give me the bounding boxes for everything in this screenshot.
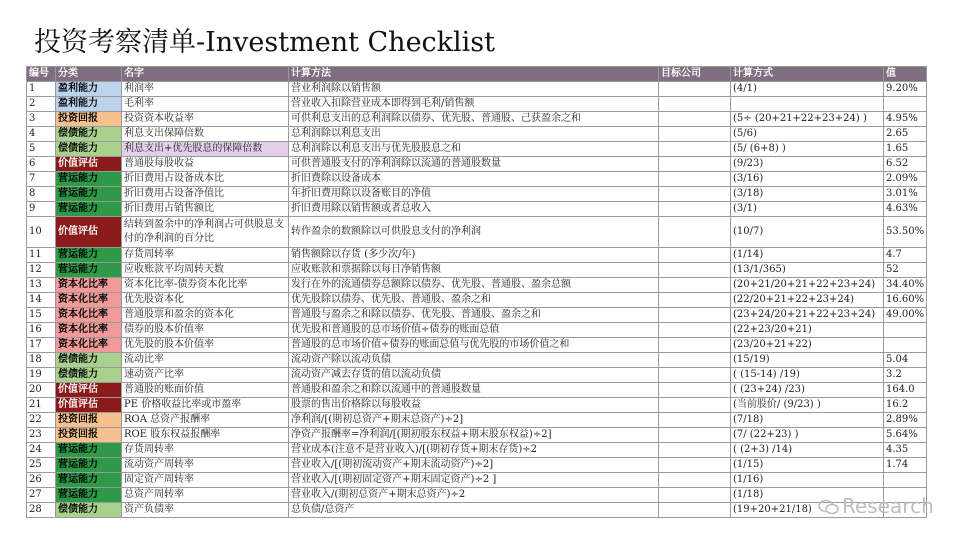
header-method: 计算方法	[289, 67, 659, 82]
cell-method: 普通股与盈余之和除以债券、优先股、普通股、盈余之和	[289, 308, 659, 323]
cell-no: 6	[27, 157, 56, 172]
table-row	[27, 398, 927, 413]
cell-method: 优先股除以债券、优先股、普通股、盈余之和	[289, 293, 659, 308]
cell-method: 营业利润除以销售额	[289, 82, 659, 97]
cell-category: 资本化比率	[56, 323, 122, 338]
cell-name: 流动资产周转率	[122, 458, 289, 473]
cell-method: 年折旧费用除以设备账目的净值	[289, 187, 659, 202]
cell-method: 营业收入/[(期初流动资产+期末流动资产)÷2]	[289, 458, 659, 473]
cell-company	[659, 353, 731, 368]
table-row	[27, 172, 927, 187]
cell-value	[884, 338, 927, 353]
table-row	[27, 157, 927, 172]
cell-category: 营运能力	[56, 187, 122, 202]
checklist-table	[26, 66, 927, 518]
cell-category: 营运能力	[56, 458, 122, 473]
cell-name: 优先股的股本价值率	[122, 338, 289, 353]
cell-company	[659, 157, 731, 172]
cell-value: 3.01%	[884, 187, 927, 202]
table-row	[27, 428, 927, 443]
cell-no: 16	[27, 323, 56, 338]
cell-value: 49.00%	[884, 308, 927, 323]
cell-formula	[731, 97, 884, 112]
header-formula: 计算方式	[731, 67, 884, 82]
cell-formula: (10/7)	[731, 217, 884, 248]
table-row	[27, 248, 927, 263]
cell-name: 资本化比率-债券资本化比率	[122, 278, 289, 293]
cell-company	[659, 97, 731, 112]
cell-formula: ( (15-14) /19)	[731, 368, 884, 383]
cell-formula: (1/16)	[731, 473, 884, 488]
header-name: 名字	[122, 67, 289, 82]
cell-value: 4.63%	[884, 202, 927, 217]
cell-value: 4.35	[884, 443, 927, 458]
cell-category: 偿债能力	[56, 127, 122, 142]
table-row	[27, 217, 927, 248]
table-row	[27, 82, 927, 97]
table-row	[27, 503, 927, 518]
table-row	[27, 278, 927, 293]
cell-method: 营业收入扣除营业成本即得到毛利/销售额	[289, 97, 659, 112]
cell-category: 资本化比率	[56, 293, 122, 308]
cell-name: 资产负债率	[122, 503, 289, 518]
cell-category: 盈利能力	[56, 82, 122, 97]
cell-no: 21	[27, 398, 56, 413]
cell-value: 3.2	[884, 368, 927, 383]
cell-method: 应收账款和票据除以每日净销售额	[289, 263, 659, 278]
cell-name: 折旧费用占销售额比	[122, 202, 289, 217]
cell-method: 可供普通股支付的净利润除以流通的普通股数量	[289, 157, 659, 172]
table-row	[27, 458, 927, 473]
table-row	[27, 97, 927, 112]
cell-company	[659, 278, 731, 293]
cell-method: 转作盈余的数额除以可供股息支付的净利润	[289, 217, 659, 248]
table-row	[27, 368, 927, 383]
cell-no: 5	[27, 142, 56, 157]
cell-formula: ( (2+3) /14)	[731, 443, 884, 458]
cell-method: 折旧费用除以销售额或者总收入	[289, 202, 659, 217]
cell-company	[659, 82, 731, 97]
cell-company	[659, 293, 731, 308]
cell-formula: (3/1)	[731, 202, 884, 217]
cell-name: PE 价格收益比率或市盈率	[122, 398, 289, 413]
cell-formula: (19+20+21/18)	[731, 503, 884, 518]
cell-company	[659, 263, 731, 278]
cell-category: 营运能力	[56, 488, 122, 503]
cell-formula: (15/19)	[731, 353, 884, 368]
cell-method: 发行在外的流通债券总额除以债券、优先股、普通股、盈余总额	[289, 278, 659, 293]
cell-no: 23	[27, 428, 56, 443]
cell-value: 16.2	[884, 398, 927, 413]
cell-value: 53.50%	[884, 217, 927, 248]
cell-formula: (3/16)	[731, 172, 884, 187]
table-row	[27, 338, 927, 353]
cell-formula: (23/20+21+22)	[731, 338, 884, 353]
cell-value: 34.40%	[884, 278, 927, 293]
cell-category: 价值评估	[56, 383, 122, 398]
cell-name: 普通股每股收益	[122, 157, 289, 172]
cell-category: 营运能力	[56, 473, 122, 488]
cell-method: 营业成本(注意不是营业收入)/[(期初存货+期末存货)÷2	[289, 443, 659, 458]
cell-category: 盈利能力	[56, 97, 122, 112]
cell-no: 22	[27, 413, 56, 428]
cell-category: 价值评估	[56, 398, 122, 413]
cell-company	[659, 458, 731, 473]
cell-value: 9.20%	[884, 82, 927, 97]
cell-category: 偿债能力	[56, 353, 122, 368]
cell-value: 2.65	[884, 127, 927, 142]
table-row	[27, 187, 927, 202]
cell-no: 15	[27, 308, 56, 323]
cell-company	[659, 202, 731, 217]
cell-category: 价值评估	[56, 217, 122, 248]
cell-value: 4.95%	[884, 112, 927, 127]
cell-no: 24	[27, 443, 56, 458]
cell-no: 28	[27, 503, 56, 518]
cell-method: 股票的售出价格除以每股收益	[289, 398, 659, 413]
cell-no: 13	[27, 278, 56, 293]
cell-method: 优先股和普通股的总市场价值÷债券的账面总值	[289, 323, 659, 338]
page-title: 投资考察清单-Investment Checklist	[34, 27, 496, 58]
cell-category: 营运能力	[56, 202, 122, 217]
cell-value: 5.64%	[884, 428, 927, 443]
cell-value: 4.7	[884, 248, 927, 263]
cell-no: 20	[27, 383, 56, 398]
cell-name: 固定资产周转率	[122, 473, 289, 488]
table-row	[27, 293, 927, 308]
cell-no: 17	[27, 338, 56, 353]
cell-method: 总负债/总资产	[289, 503, 659, 518]
table-row	[27, 263, 927, 278]
cell-name: 结转到盈余中的净利润占可供股息支付的净利润的百分比	[122, 217, 289, 248]
cell-company	[659, 323, 731, 338]
cell-company	[659, 473, 731, 488]
cell-method: 净资产报酬率=净利润/[(期初股东权益+期末股东权益)÷2]	[289, 428, 659, 443]
cell-value: 1.74	[884, 458, 927, 473]
cell-method: 销售额除以存货 (多少次/年)	[289, 248, 659, 263]
header-company: 目标公司	[659, 67, 731, 82]
cell-formula: (23+24/20+21+22+23+24)	[731, 308, 884, 323]
cell-name: 速动资产比率	[122, 368, 289, 383]
cell-category: 营运能力	[56, 263, 122, 278]
cell-no: 25	[27, 458, 56, 473]
cell-method: 净利润/[(期初总资产+期末总资产)÷2]	[289, 413, 659, 428]
table-row	[27, 473, 927, 488]
cell-method: 普通股和盈余之和除以流通中的普通股数量	[289, 383, 659, 398]
watermark	[818, 494, 934, 518]
cell-method: 总利润除以利息支出	[289, 127, 659, 142]
cell-name: 总资产周转率	[122, 488, 289, 503]
wechat-icon	[818, 498, 840, 516]
cell-category: 营运能力	[56, 443, 122, 458]
cell-category: 偿债能力	[56, 368, 122, 383]
cell-value: 2.89%	[884, 413, 927, 428]
cell-method: 普通股的总市场价值÷债券的账面总值与优先股的市场价值之和	[289, 338, 659, 353]
cell-formula: (4/1)	[731, 82, 884, 97]
cell-value: 52	[884, 263, 927, 278]
cell-formula: (13/1/365)	[731, 263, 884, 278]
cell-value: 2.09%	[884, 172, 927, 187]
table-row	[27, 127, 927, 142]
cell-no: 7	[27, 172, 56, 187]
table-row	[27, 142, 927, 157]
cell-company	[659, 368, 731, 383]
cell-category: 资本化比率	[56, 338, 122, 353]
cell-name: 流动比率	[122, 353, 289, 368]
cell-no: 14	[27, 293, 56, 308]
cell-company	[659, 217, 731, 248]
cell-formula: (1/15)	[731, 458, 884, 473]
cell-no: 9	[27, 202, 56, 217]
cell-category: 资本化比率	[56, 278, 122, 293]
cell-value: 16.60%	[884, 293, 927, 308]
cell-value	[884, 97, 927, 112]
cell-no: 27	[27, 488, 56, 503]
cell-formula: (9/23)	[731, 157, 884, 172]
cell-no: 4	[27, 127, 56, 142]
cell-no: 8	[27, 187, 56, 202]
header-row	[27, 67, 927, 82]
cell-formula: (1/14)	[731, 248, 884, 263]
cell-method: 营业收入/(期初总资产+期末总资产)÷2	[289, 488, 659, 503]
table-row	[27, 413, 927, 428]
cell-formula: (22/20+21+22+23+24)	[731, 293, 884, 308]
cell-value	[884, 323, 927, 338]
watermark-text: Research	[842, 494, 934, 518]
cell-formula: (3/18)	[731, 187, 884, 202]
cell-company	[659, 308, 731, 323]
cell-name: 折旧费用占设备净值比	[122, 187, 289, 202]
header-category: 分类	[56, 67, 122, 82]
cell-no: 19	[27, 368, 56, 383]
cell-no: 11	[27, 248, 56, 263]
cell-formula: (7/ (22+23) )	[731, 428, 884, 443]
cell-no: 26	[27, 473, 56, 488]
cell-no: 3	[27, 112, 56, 127]
cell-value: 164.0	[884, 383, 927, 398]
cell-name: ROE 股东权益报酬率	[122, 428, 289, 443]
cell-company	[659, 338, 731, 353]
cell-name: 存货周转率	[122, 443, 289, 458]
cell-category: 价值评估	[56, 157, 122, 172]
cell-name: 折旧费用占设备成本比	[122, 172, 289, 187]
cell-no: 12	[27, 263, 56, 278]
cell-category: 营运能力	[56, 248, 122, 263]
cell-name: 应收账款平均周转天数	[122, 263, 289, 278]
cell-method: 流动资产除以流动负债	[289, 353, 659, 368]
table-row	[27, 488, 927, 503]
cell-company	[659, 383, 731, 398]
cell-company	[659, 187, 731, 202]
cell-category: 资本化比率	[56, 308, 122, 323]
table-row	[27, 202, 927, 217]
cell-company	[659, 428, 731, 443]
cell-company	[659, 248, 731, 263]
cell-company	[659, 127, 731, 142]
cell-name: 投资资本收益率	[122, 112, 289, 127]
table-row	[27, 353, 927, 368]
table-row	[27, 112, 927, 127]
cell-method: 可供利息支出的总利润除以债券、优先股、普通股、己获盈余之和	[289, 112, 659, 127]
cell-name: 毛利率	[122, 97, 289, 112]
cell-category: 投资回报	[56, 413, 122, 428]
cell-formula: (5÷ (20+21+22+23+24) )	[731, 112, 884, 127]
cell-formula: (20+21/20+21+22+23+24)	[731, 278, 884, 293]
cell-category: 投资回报	[56, 112, 122, 127]
cell-formula: (5/6)	[731, 127, 884, 142]
header-no: 编号	[27, 67, 56, 82]
cell-value: 1.65	[884, 142, 927, 157]
table-row	[27, 443, 927, 458]
cell-name: 利息支出+优先股息的保障倍数	[122, 142, 289, 157]
cell-formula: (5/ (6+8) )	[731, 142, 884, 157]
cell-no: 10	[27, 217, 56, 248]
cell-category: 偿债能力	[56, 142, 122, 157]
cell-value: 6.52	[884, 157, 927, 172]
cell-company	[659, 503, 731, 518]
cell-company	[659, 413, 731, 428]
cell-name: 利润率	[122, 82, 289, 97]
cell-formula: (22+23/20+21)	[731, 323, 884, 338]
cell-formula: ( (23+24) /23)	[731, 383, 884, 398]
cell-company	[659, 142, 731, 157]
cell-company	[659, 398, 731, 413]
cell-formula: (1/18)	[731, 488, 884, 503]
cell-category: 营运能力	[56, 172, 122, 187]
cell-category: 投资回报	[56, 428, 122, 443]
cell-company	[659, 112, 731, 127]
cell-company	[659, 172, 731, 187]
cell-name: 利息支出保障倍数	[122, 127, 289, 142]
cell-method: 总利润除以利息支出与优先股股息之和	[289, 142, 659, 157]
cell-company	[659, 443, 731, 458]
cell-value	[884, 473, 927, 488]
cell-value: 5.04	[884, 353, 927, 368]
cell-name: 普通股的账面价值	[122, 383, 289, 398]
cell-method: 营业收入/[(期初固定资产+期末固定资产)÷2 ]	[289, 473, 659, 488]
cell-name: 优先股资本化	[122, 293, 289, 308]
cell-name: 债券的股本价值率	[122, 323, 289, 338]
cell-company	[659, 488, 731, 503]
cell-name: ROA 总资产报酬率	[122, 413, 289, 428]
cell-no: 1	[27, 82, 56, 97]
table-row	[27, 383, 927, 398]
cell-method: 折旧费除以设备成本	[289, 172, 659, 187]
cell-formula: (当前股价/ (9/23) )	[731, 398, 884, 413]
table-row	[27, 308, 927, 323]
header-value: 值	[884, 67, 927, 82]
cell-no: 2	[27, 97, 56, 112]
cell-method: 流动资产减去存货的值以流动负债	[289, 368, 659, 383]
cell-no: 18	[27, 353, 56, 368]
cell-name: 普通股票和盈余的资本化	[122, 308, 289, 323]
cell-name: 存货周转率	[122, 248, 289, 263]
cell-formula: (7/18)	[731, 413, 884, 428]
cell-category: 偿债能力	[56, 503, 122, 518]
table-row	[27, 323, 927, 338]
